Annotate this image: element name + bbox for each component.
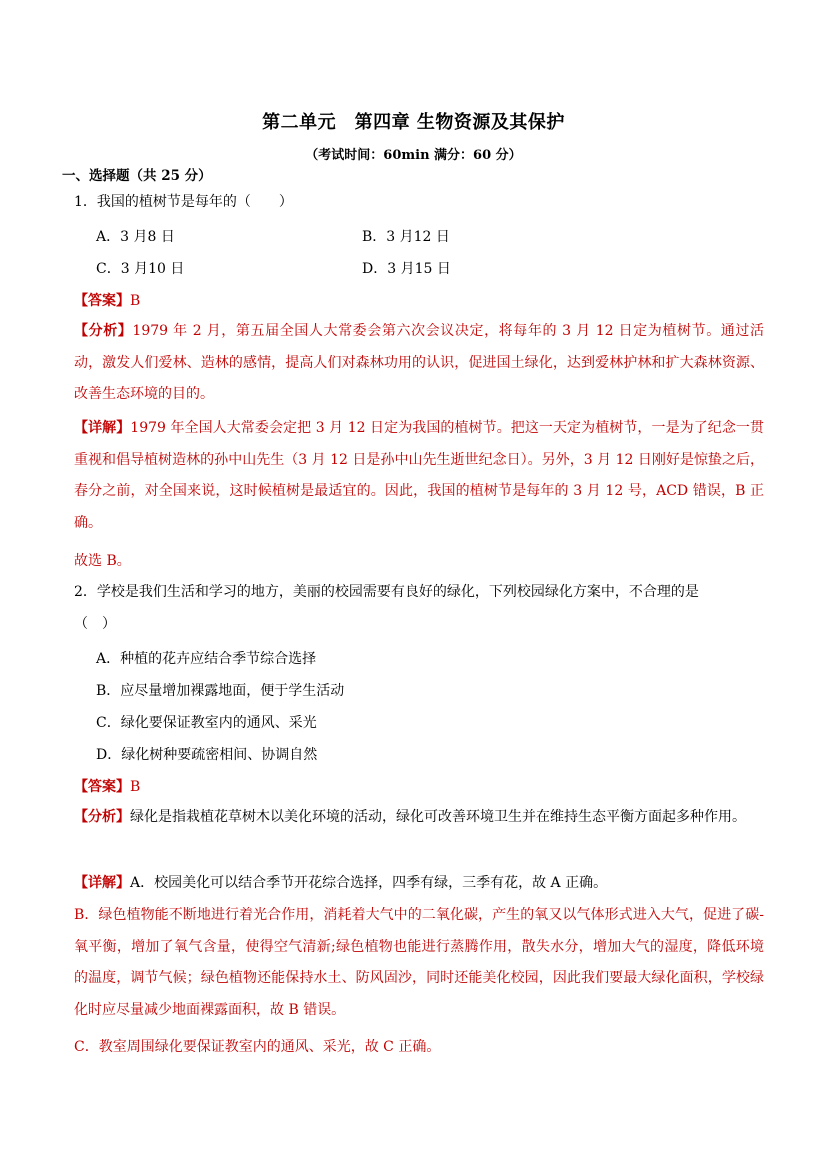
q2-detail-a bbox=[74, 868, 764, 900]
detail-text: A．校园美化可以结合季节开花综合选择，四季有绿，三季有花，故 A 正确。 bbox=[130, 875, 608, 891]
q1-conclusion: 故选 B。 bbox=[74, 553, 131, 569]
answer-value: B bbox=[130, 293, 141, 309]
q2-detail-b: B．绿色植物能不断地进行着光合作用，消耗着大气中的二氧化碳，产生的氧又以气体形式进入大气，促进了碳-氧平衡，增加了氧气含量，使得空气清新;绿色植物也能进行蒸腾作用，散失水分，增加大气的湿度，降低环境的温度，调节气候；绿色植物还能保持水土、防风固沙，同时还能美化校园，因此我们要最大绿化面积，学校绿化时应尽量减少地面裸露面积，故 B 错误。 bbox=[74, 907, 764, 1018]
q2-stem-line1: 2．学校是我们生活和学习的地方，美丽的校园需要有良好的绿化，下列校园绿化方案中，不合理的是 bbox=[74, 584, 699, 600]
q1-answer bbox=[74, 290, 140, 310]
analysis-tag: 【分析】 bbox=[74, 809, 130, 825]
detail-tag: 【详解】 bbox=[74, 420, 131, 436]
answer-tag: 【答案】 bbox=[74, 293, 130, 309]
q2-detail-c: C．教室周围绿化要保证教室内的通风、采光，故 C 正确。 bbox=[74, 1039, 441, 1055]
exam-info: （考试时间：60min 满分：60 分） bbox=[305, 148, 522, 163]
q1-option-b: B．3 月12 日 bbox=[362, 229, 450, 245]
q2-option-a: A．种植的花卉应结合季节综合选择 bbox=[96, 651, 317, 667]
q2-option-d: D．绿化树种要疏密相间、协调自然 bbox=[96, 747, 318, 763]
section-heading: 一、选择题（共 25 分） bbox=[62, 168, 212, 184]
q1-stem: 1．我国的植树节是每年的（ ） bbox=[74, 194, 293, 210]
answer-tag: 【答案】 bbox=[74, 779, 130, 795]
page-title: 第二单元 第四章 生物资源及其保护 bbox=[262, 112, 565, 133]
answer-value: B bbox=[130, 779, 141, 795]
q2-analysis bbox=[74, 802, 764, 834]
analysis-text: 绿化是指栽植花草树木以美化环境的活动，绿化可改善环境卫生并在维持生态平衡方面起多种作用。 bbox=[130, 809, 746, 825]
q2-option-c: C．绿化要保证教室内的通风、采光 bbox=[96, 715, 317, 731]
q2-stem-line2: （ ） bbox=[74, 616, 116, 632]
q1-option-c: C．3 月10 日 bbox=[96, 261, 185, 277]
q1-option-a: A．3 月8 日 bbox=[96, 229, 175, 245]
detail-tag: 【详解】 bbox=[74, 875, 130, 891]
q2-answer bbox=[74, 776, 140, 796]
analysis-text: 1979 年 2 月，第五届全国人大常委会第六次会议决定，将每年的 3 月 12 日定为植树节。通过活动，激发人们爱林、造林的感情，提高人们对森林功用的认识，促进国土绿化，达到爱林护林和扩大森林资源、改善生态环境的目的。 bbox=[74, 323, 764, 402]
analysis-tag: 【分析】 bbox=[74, 323, 133, 339]
q1-analysis bbox=[74, 316, 764, 411]
q2-option-b: B．应尽量增加裸露地面，便于学生活动 bbox=[96, 683, 345, 699]
q1-option-d: D．3 月15 日 bbox=[362, 261, 451, 277]
q1-detail bbox=[74, 413, 764, 539]
detail-text: 1979 年全国人大常委会定把 3 月 12 日定为我国的植树节。把这一天定为植树节，一是为了纪念一贯重视和倡导植树造林的孙中山先生（3 月 12 日是孙中山先生逝世纪念日）。另外，3 月 12 日刚好是惊蛰之后，春分之前，对全国来说，这时候植树是最适宜的。因此，我国的植树节是每年的 3 月 12 号，ACD 错误，B 正确。 bbox=[74, 420, 764, 531]
